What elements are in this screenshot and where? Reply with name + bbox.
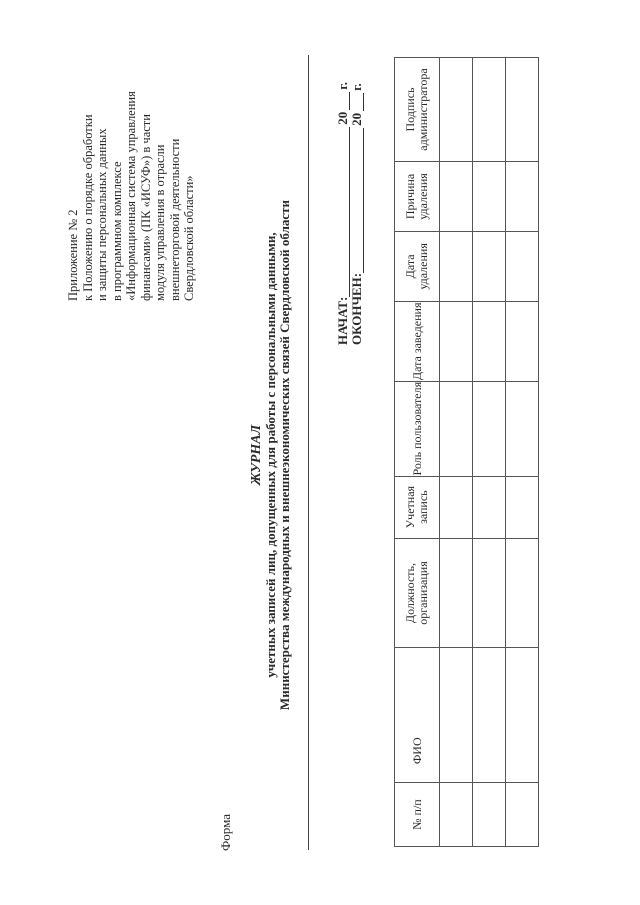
table-cell xyxy=(506,538,539,648)
appendix-line: финансами» (ПК «ИСУФ») в части xyxy=(138,114,153,301)
table-cell xyxy=(440,538,473,648)
title-subtitle-line: учетных записей лиц, допущенных для работы с персональными данными, xyxy=(263,232,278,678)
journal-dates xyxy=(336,45,364,345)
started-year-blank xyxy=(337,92,350,110)
col-header-fio: ФИО xyxy=(395,648,440,783)
table-row xyxy=(473,58,506,847)
table-cell xyxy=(473,231,506,301)
table-cell xyxy=(473,381,506,476)
table-cell xyxy=(440,381,473,476)
ended-row xyxy=(350,45,364,345)
ended-date-blank xyxy=(351,128,364,273)
appendix-line: внешнеторговой деятельности xyxy=(167,138,182,301)
table-cell xyxy=(440,301,473,381)
appendix-line: модуля управления в отрасли xyxy=(153,144,167,301)
table-cell xyxy=(506,301,539,381)
ended-year-blank xyxy=(351,93,364,111)
col-header-deleted-date: Дата удаления xyxy=(395,231,440,301)
started-year-prefix: 20 xyxy=(335,111,350,125)
table-cell xyxy=(473,538,506,648)
form-label: Форма xyxy=(218,814,233,851)
table-cell xyxy=(473,301,506,381)
table-cell xyxy=(473,58,506,162)
col-header-deletion-reason: Причина удаления xyxy=(395,162,440,232)
table-cell xyxy=(473,648,506,783)
journal-table xyxy=(394,57,539,847)
appendix-line: в программном комплексе xyxy=(109,161,124,301)
table-cell xyxy=(506,783,539,847)
table-cell xyxy=(440,648,473,783)
table-cell xyxy=(440,58,473,162)
title-heading: ЖУРНАЛ xyxy=(249,424,264,486)
title-subtitle-line: Министерства международных и внешнеэкономических связей Свердловской области xyxy=(277,199,292,711)
journal-title xyxy=(250,95,292,815)
table-cell xyxy=(506,381,539,476)
col-header-admin-signature: Подпись администратора xyxy=(395,58,440,162)
appendix-line: «Информационная система управления xyxy=(124,91,138,301)
table-header-row xyxy=(395,58,440,847)
table-cell xyxy=(440,476,473,538)
ended-year-suffix: г. xyxy=(349,83,364,91)
col-header-number: № п/п xyxy=(395,783,440,847)
table-cell xyxy=(440,783,473,847)
table-cell xyxy=(506,476,539,538)
table-row xyxy=(506,58,539,847)
table-row xyxy=(440,58,473,847)
col-header-role: Роль пользователя xyxy=(395,381,440,476)
table-cell xyxy=(473,162,506,232)
ended-label: ОКОНЧЕН: xyxy=(349,272,364,345)
table-cell xyxy=(440,162,473,232)
appendix-line: к Положению о порядке обработки xyxy=(80,114,95,301)
col-header-account: Учетная запись xyxy=(395,476,440,538)
started-row xyxy=(336,45,350,345)
table-cell xyxy=(473,783,506,847)
ended-year-prefix: 20 xyxy=(349,112,364,126)
started-label: НАЧАТ: xyxy=(335,296,350,345)
title-underline xyxy=(308,55,309,850)
started-date-blank xyxy=(337,127,350,297)
table-cell xyxy=(506,58,539,162)
appendix-note xyxy=(66,1,197,301)
appendix-line: Свердловской области» xyxy=(182,175,196,301)
table-cell xyxy=(473,476,506,538)
col-header-created-date: Дата заведения xyxy=(395,301,440,381)
appendix-line: и защиты персональных данных xyxy=(95,128,109,301)
table-cell xyxy=(506,231,539,301)
table-cell xyxy=(440,231,473,301)
table-cell xyxy=(506,162,539,232)
col-header-position: Должность, организация xyxy=(395,538,440,648)
appendix-line: Приложение № 2 xyxy=(66,209,80,301)
table-cell xyxy=(506,648,539,783)
started-year-suffix: г. xyxy=(335,82,350,90)
